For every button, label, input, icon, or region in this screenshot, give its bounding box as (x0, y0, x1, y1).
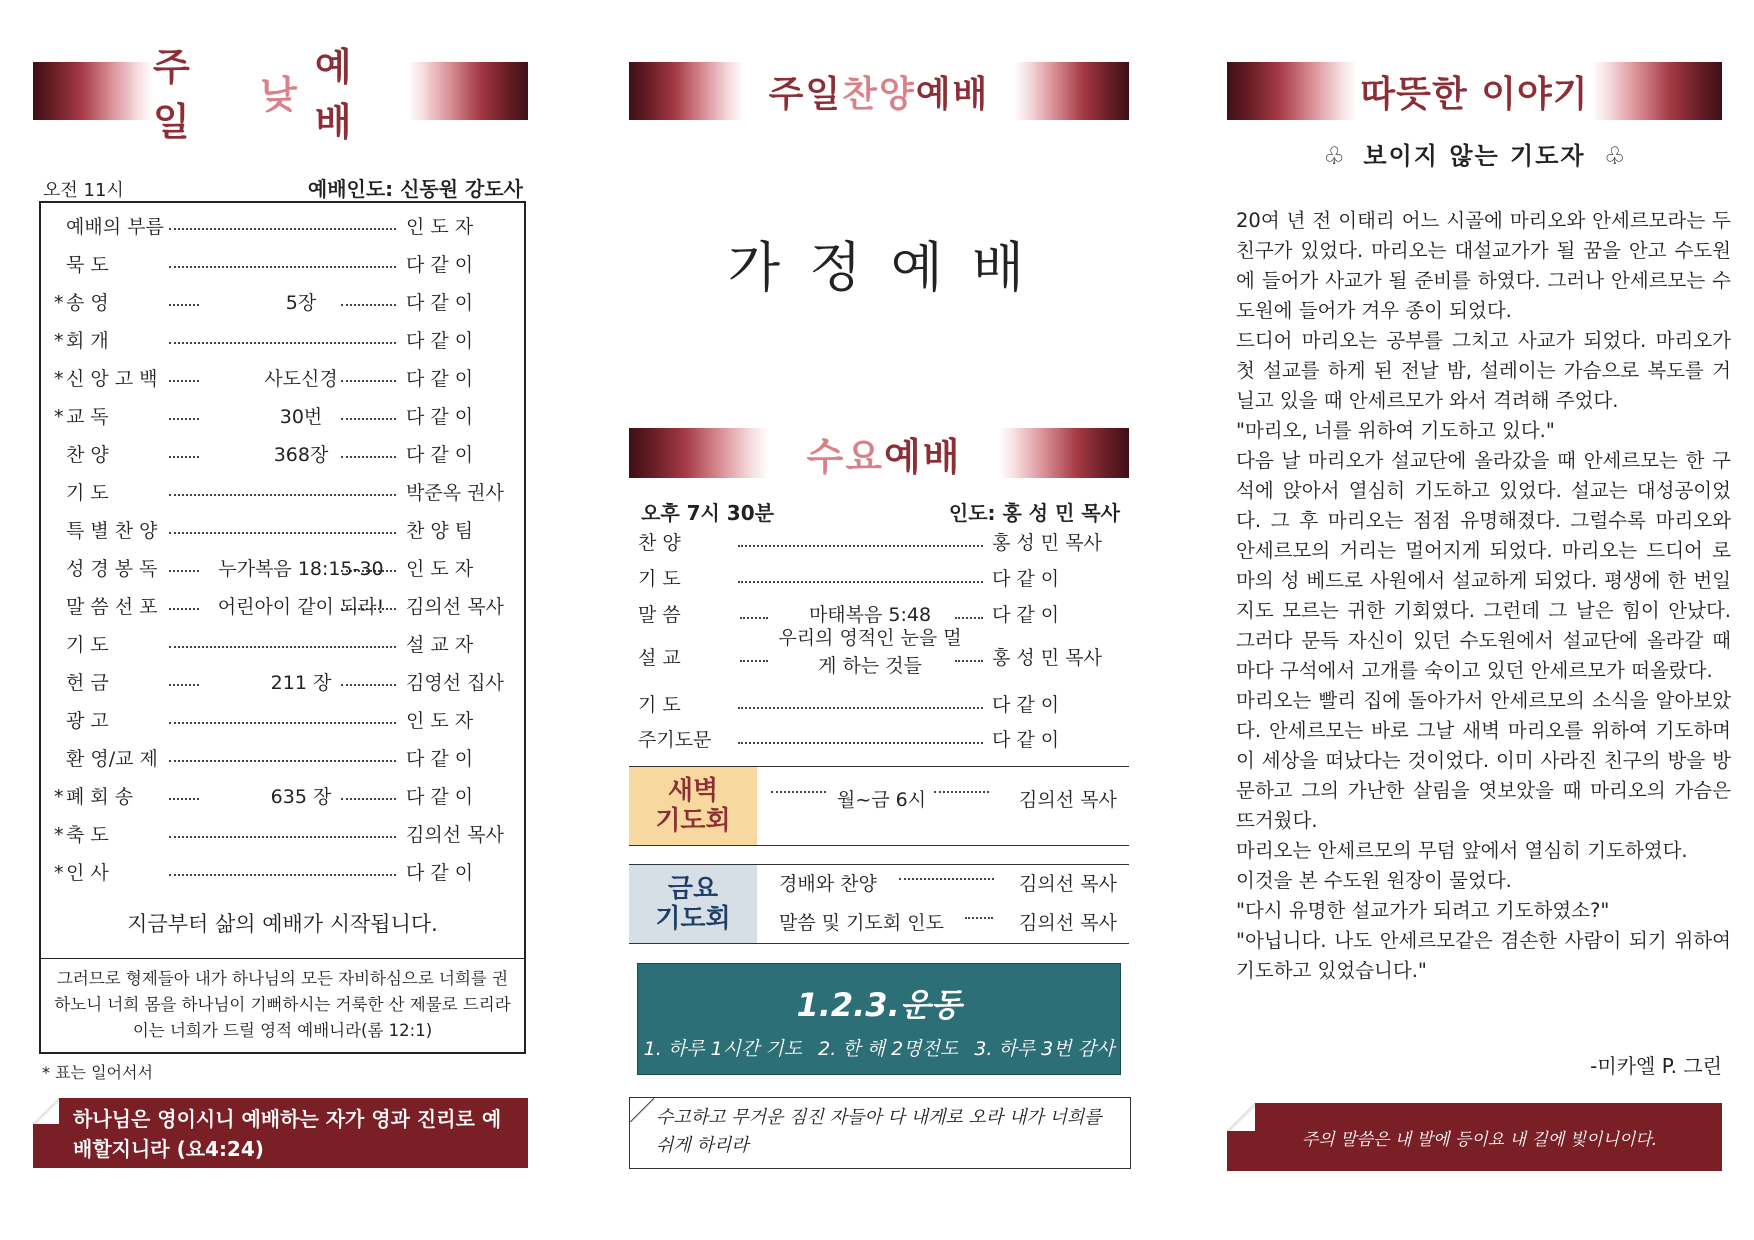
dawn-time: 월~금 6시 (837, 789, 927, 811)
order-person: 다 같 이 (406, 748, 474, 770)
wed-label: 기 도 (638, 694, 681, 716)
praise-part2: 찬양 (842, 73, 916, 115)
order-row (41, 436, 524, 474)
movement-box (637, 963, 1121, 1075)
order-label: 축 도 (66, 824, 109, 846)
wed-part1: 수요 (806, 434, 884, 479)
movement-title: 1.2.3.운동 (796, 986, 962, 1024)
friday-line2: 말씀 및 기도회 인도 (779, 912, 944, 934)
story-paragraph: 다음 날 마리오가 설교단에 올라갔을 때 안세르모는 한 구석에 앉아서 열심히 기도하고 있었다. 설교는 대성공이었다. 그 후 마리오는 점점 유명해졌다. 그럴수록 마리오와 안세르모의 거리는 멀어지게 되었다. 마리오는 드디어 로마의 성 베드로 사원에서 설교하게 되었다. 평생에 한 번일지도 모르는 귀한 기회였다. 그런데 그 날은 힘이 안났다. 그러다 문득 자신이 있던 수도원에서 설교단에 올라갈 때마다 구석에서 고개를 숙이고 있던 안세르모가 떠올랐다. (1236, 449, 1731, 682)
standing-mark: * (54, 406, 64, 428)
movement-item-3: 3. 하루 3번 감사 (974, 1038, 1115, 1060)
sunday-praise-header (629, 62, 1129, 120)
dot-leader (169, 418, 199, 420)
wednesday-row (630, 561, 1130, 597)
praise-part3: 예배 (915, 73, 990, 115)
order-row (41, 284, 524, 322)
john-verse: 하나님은 영이시니 예배하는 자가 영과 진리로 예배할지니라 (요4:24) (73, 1107, 502, 1161)
order-person: 설 교 자 (406, 634, 474, 656)
wed-label: 주기도문 (638, 729, 712, 751)
rest-verse-box (629, 1097, 1131, 1169)
wed-person: 홍 성 민 목사 (992, 647, 1102, 669)
order-detail: 368장 (273, 444, 329, 466)
order-row (41, 322, 524, 360)
order-label: 광 고 (66, 710, 109, 732)
story-credit: -미카엘 P. 그린 (1590, 1054, 1722, 1078)
divider (629, 943, 1129, 944)
order-detail: 211 장 (270, 672, 332, 694)
order-label: 폐 회 송 (66, 786, 134, 808)
order-person: 김의선 목사 (406, 824, 504, 846)
order-person: 인 도 자 (406, 558, 474, 580)
order-person: 다 같 이 (406, 862, 474, 884)
warm-story-header (1227, 62, 1722, 120)
wed-label: 설 교 (638, 647, 681, 669)
order-person: 인 도 자 (406, 216, 474, 238)
service-time: 오전 11시 (43, 180, 124, 201)
dot-leader (955, 617, 983, 619)
header-part1: 주 일 (153, 45, 194, 144)
order-row (41, 778, 524, 816)
story-subtitle: 보이지 않는 기도자 (1363, 142, 1586, 170)
dot-leader (169, 836, 396, 838)
dot-leader (169, 228, 396, 230)
movement-item-2: 2. 한 해 2명전도 (818, 1038, 959, 1060)
dot-leader (169, 456, 199, 458)
order-label: 교 독 (66, 406, 109, 428)
dot-leader (738, 545, 983, 547)
order-label: 기 도 (66, 482, 109, 504)
dot-leader (169, 266, 396, 268)
wednesday-row (630, 627, 1130, 677)
dot-leader (169, 874, 396, 876)
dot-leader (169, 494, 396, 496)
order-label: 예배의 부름 (66, 216, 164, 238)
wednesday-header (629, 428, 1129, 478)
dot-leader (169, 342, 396, 344)
dot-leader (169, 532, 396, 534)
wed-time: 오후 7시 30분 (641, 501, 774, 525)
order-label: 묵 도 (66, 254, 109, 276)
praise-part1: 주일 (768, 73, 843, 115)
wed-detail: 우리의 영적인 눈을 멀게 하는 것들 (778, 627, 962, 677)
lamp-verse: 주의 말씀은 내 발에 등이요 내 길에 빛이니이다. (1301, 1130, 1658, 1150)
dot-leader (169, 380, 199, 382)
order-row (41, 550, 524, 588)
order-row (41, 740, 524, 778)
standing-mark: * (54, 862, 64, 884)
service-leader: 예배인도: 신동원 강도사 (307, 177, 523, 201)
dot-leader (169, 760, 396, 762)
dot-leader (169, 608, 199, 610)
story-paragraph: 이것을 본 수도원 원장이 물었다. (1236, 869, 1512, 892)
order-person: 인 도 자 (406, 710, 474, 732)
order-detail: 사도신경 (264, 368, 338, 390)
wednesday-row (630, 722, 1130, 758)
wed-detail: 마태복음 5:48 (808, 604, 932, 626)
order-detail: 누가복음 18:15-30 (218, 558, 384, 580)
wed-person: 다 같 이 (992, 694, 1060, 716)
order-person: 다 같 이 (406, 406, 474, 428)
story-paragraph: 20여 년 전 이태리 어느 시골에 마리오와 안세르모라는 두 친구가 있었다. 마리오는 대설교가가 될 꿈을 안고 수도원에 들어가 사교가 될 준비를 하였다. 그러나 안세르모는 수도원에 들어가 겨우 종이 되었다. (1236, 209, 1731, 322)
order-person: 다 같 이 (406, 292, 474, 314)
dot-leader (738, 707, 983, 709)
wed-part2: 예배 (884, 434, 962, 479)
story-subtitle-row (1227, 136, 1722, 171)
order-of-worship (39, 201, 526, 1054)
lamp-banner (1227, 1103, 1722, 1171)
wed-person: 다 같 이 (992, 568, 1060, 590)
wednesday-row (630, 525, 1130, 561)
standing-mark: * (54, 368, 64, 390)
sunday-service-header (33, 45, 528, 144)
closing-line: 지금부터 삶의 예배가 시작됩니다. (127, 912, 438, 936)
friday-title: 금요 기도회 (629, 865, 757, 943)
order-detail: 30번 (279, 406, 323, 428)
order-row (41, 702, 524, 740)
story-paragraph: 마리오는 빨리 집에 돌아가서 안세르모의 소식을 알아보았다. 안세르모는 바로 그날 새벽 마리오를 위하여 기도하며 이 세상을 떠났다는 것이었다. 이미 사라진 친구의 방을 방문하고 그의 가난한 살림을 엿보았을 때 마리오의 가슴은 뜨거웠다. (1236, 689, 1731, 832)
dawn-prayer (629, 767, 1129, 845)
order-person: 박준옥 권사 (406, 482, 504, 504)
order-person: 다 같 이 (406, 786, 474, 808)
order-label: 인 사 (66, 862, 109, 884)
dot-leader (740, 660, 768, 662)
wednesday-row (630, 687, 1130, 723)
order-detail: 어린아이 같이 되라! (217, 596, 385, 618)
divider (41, 958, 524, 959)
divider (629, 845, 1129, 846)
dot-leader (169, 798, 199, 800)
john-banner (33, 1098, 528, 1168)
order-row (41, 474, 524, 512)
wed-label: 찬 양 (638, 532, 681, 554)
order-detail: 635 장 (270, 786, 332, 808)
header-part2: 낮 (260, 72, 301, 117)
standing-mark: * (54, 330, 64, 352)
dot-leader (169, 570, 199, 572)
family-worship-title: 가 정 예 배 (727, 236, 1031, 299)
friday-line1: 경배와 찬양 (779, 873, 877, 895)
order-label: 기 도 (66, 634, 109, 656)
story-paragraph: "아닙니다. 나도 안세르모같은 겸손한 사람이 되기 위하여 기도하고 있었습니다." (1236, 929, 1731, 982)
rest-verse: 수고하고 무거운 짐진 자들아 다 내게로 오라 내가 너희를 쉬게 하리라 (656, 1107, 1102, 1156)
warm-story-title: 따뜻한 이야기 (1360, 73, 1589, 115)
order-row (41, 360, 524, 398)
header-part3: 예 배 (314, 45, 356, 144)
standing-mark: * (54, 292, 64, 314)
order-label: 송 영 (66, 292, 109, 314)
order-row (41, 398, 524, 436)
romans-verse: 그러므로 형제들아 내가 하나님의 모든 자비하심으로 너희를 권하노니 너희 몸을 하나님이 기뻐하시는 거룩한 산 제물로 드리라 이는 너희가 드릴 영적 예배니라(롬 12:1) (54, 969, 511, 1040)
order-person: 다 같 이 (406, 368, 474, 390)
dot-leader (738, 581, 983, 583)
dot-leader (740, 617, 768, 619)
club-icon-left: ♧ (1323, 142, 1346, 170)
story-paragraph: "다시 유명한 설교가가 되려고 기도하였소?" (1236, 899, 1610, 922)
wed-label: 말 씀 (638, 604, 681, 626)
order-row (41, 626, 524, 664)
wed-person: 홍 성 민 목사 (992, 532, 1102, 554)
dot-leader (738, 742, 983, 744)
dawn-leader: 김의선 목사 (1019, 789, 1117, 811)
friday-line2-right: 김의선 목사 (1019, 912, 1117, 934)
wed-person: 다 같 이 (992, 604, 1060, 626)
order-row (41, 208, 524, 246)
footnote: * 표는 일어서서 (42, 1063, 153, 1082)
order-label: 환 영/교 제 (66, 748, 158, 770)
wed-person: 다 같 이 (992, 729, 1060, 751)
club-icon-right: ♧ (1603, 142, 1626, 170)
story-paragraph: 마리오는 안세르모의 무덤 앞에서 열심히 기도하였다. (1236, 839, 1688, 862)
order-label: 신 앙 고 백 (66, 368, 158, 390)
order-label: 성 경 봉 독 (66, 558, 158, 580)
order-label: 회 개 (66, 330, 109, 352)
order-person: 김의선 목사 (406, 596, 504, 618)
standing-mark: * (54, 824, 64, 846)
order-row (41, 246, 524, 284)
order-person: 김영선 집사 (406, 672, 504, 694)
movement-item-1: 1. 하루 1시간 기도 (643, 1038, 803, 1060)
wed-leader: 인도: 홍 성 민 목사 (948, 501, 1120, 525)
order-row (41, 664, 524, 702)
dawn-title: 새벽 기도회 (629, 767, 757, 845)
order-person: 다 같 이 (406, 444, 474, 466)
order-detail: 5장 (285, 292, 317, 314)
story-body (1236, 206, 1731, 986)
order-person: 다 같 이 (406, 254, 474, 276)
story-paragraph: 드디어 마리오는 공부를 그치고 사교가 되었다. 마리오가 첫 설교를 하게 된 전날 밤, 설레이는 가슴으로 복도를 거닐고 있을 때 안세르모가 와서 격려해 주었다. (1236, 329, 1731, 412)
order-row (41, 512, 524, 550)
order-row (41, 854, 524, 892)
dot-leader (955, 660, 983, 662)
standing-mark: * (54, 786, 64, 808)
order-label: 헌 금 (66, 672, 109, 694)
order-person: 찬 양 팀 (406, 520, 474, 542)
dot-leader (169, 684, 199, 686)
wed-label: 기 도 (638, 568, 681, 590)
order-row (41, 588, 524, 626)
story-paragraph: "마리오, 너를 위하여 기도하고 있다." (1236, 419, 1555, 442)
friday-prayer (629, 865, 1129, 943)
order-label: 말 씀 선 포 (66, 596, 158, 618)
dot-leader (169, 722, 396, 724)
friday-line1-right: 김의선 목사 (1019, 873, 1117, 895)
dot-leader (169, 304, 199, 306)
order-label: 특 별 찬 양 (66, 520, 158, 542)
order-label: 찬 양 (66, 444, 109, 466)
order-row (41, 816, 524, 854)
dot-leader (169, 646, 396, 648)
order-person: 다 같 이 (406, 330, 474, 352)
